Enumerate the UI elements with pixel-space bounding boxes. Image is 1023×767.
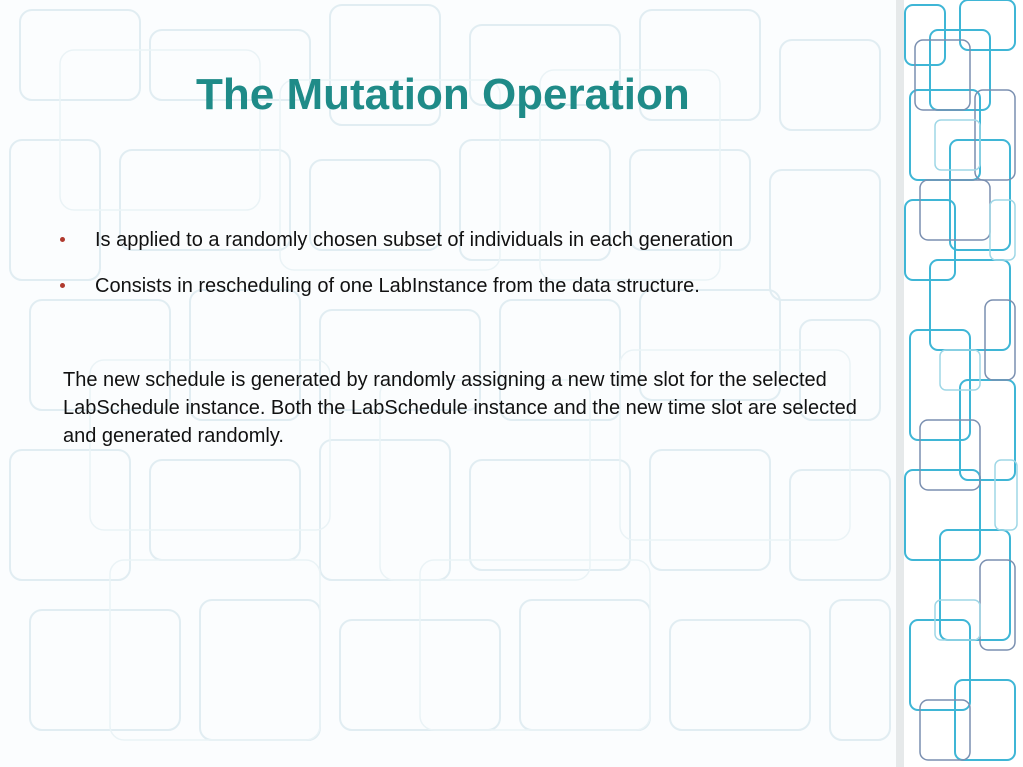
body-paragraph: The new schedule is generated by randomly assigning a new time slot for the selected LabSchedule instance. Both the LabSchedule instance and the new time slot are selected and generated randomly.: [63, 369, 857, 447]
bullet-item: [60, 228, 733, 252]
slide-title: The Mutation Operation: [196, 70, 690, 119]
bullet-text: Is applied to a randomly chosen subset of individuals in each generation: [95, 229, 734, 251]
bullet-dot-icon: [60, 237, 65, 242]
bullet-item: [60, 274, 733, 298]
bullet-text: Consists in rescheduling of one LabInstance from the data structure.: [95, 275, 700, 297]
bullet-list: [60, 228, 733, 320]
bullet-dot-icon: [60, 283, 65, 288]
